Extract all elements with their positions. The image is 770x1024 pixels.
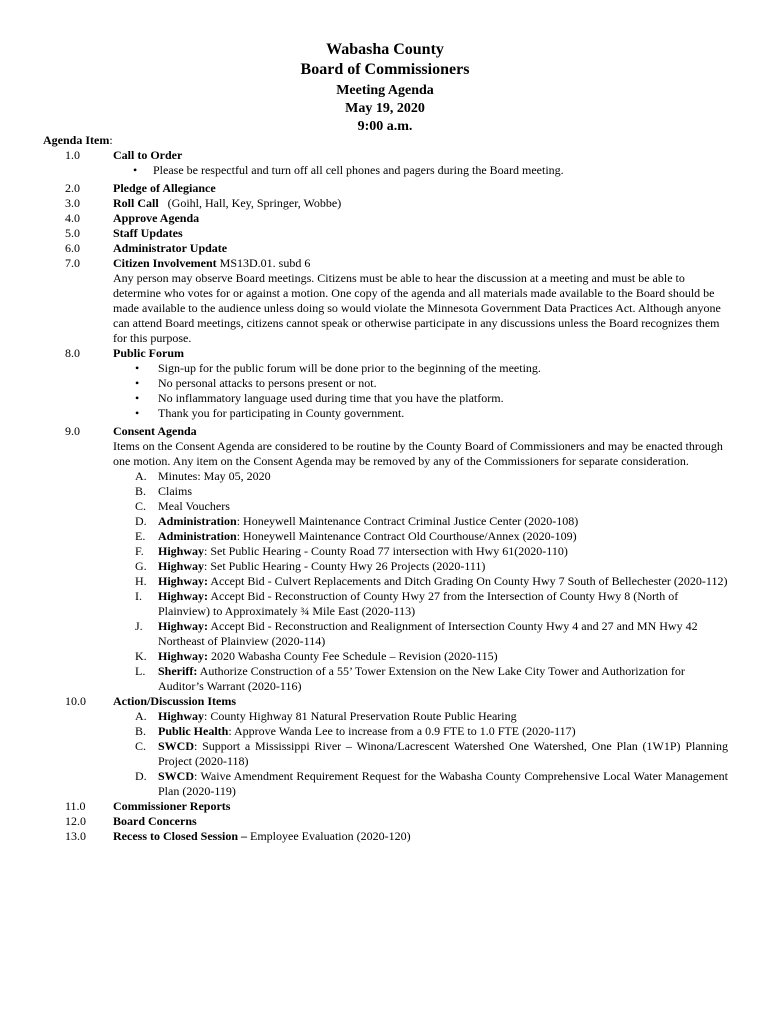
agenda-item-roll-call: 3.0 Roll Call (Goihl, Hall, Key, Springer, Wobbe) (65, 196, 342, 210)
agenda-item-citizen-involvement: 7.0 Citizen Involvement MS13D.01. subd 6 Any person may observe Board meetings. Citizens must be able to hear the discussion at a meeting and must be able to determine who votes for or against a motion. One copy of the agenda and all materials made available to the Board should be made available to the audience unless doing so would violate the Minnesota Government Data Practices Act. Although anyone can attend Board meetings, citizens cannot speak or otherwise participate in any discussions unless the Board recognizes them for this purpose. (43, 256, 728, 346)
consent-item: B. Claims (135, 484, 193, 498)
consent-item: I. Highway: Accept Bid - Reconstruction of County Hwy 27 from the Intersection of County Hwy 8 (North of Plainview) to Approximately ¾ Mile East (2020-113) (135, 589, 679, 618)
agenda-item-closed-session: 13.0 Recess to Closed Session – Employee Evaluation (2020-120) (65, 829, 411, 843)
agenda-item-commissioner-reports: 11.0 Commissioner Reports (65, 799, 231, 813)
agenda-item-heading: Agenda Item: (43, 133, 113, 147)
citizen-involvement-text: Any person may observe Board meetings. Citizens must be able to hear the discussion at a meeting and must be able to determine who votes for or against a motion. One copy of the agenda and all materials made available to the Board should be made available to the audience unless doing so would violate the Minnesota Government Data Practices Act. Although anyone can attend Board meetings, citizens cannot speak or otherwise participate in any discussions unless the Board recognizes them for this purpose. (113, 271, 721, 345)
meeting-time: 9:00 a.m. (357, 119, 413, 134)
call-to-order-bullet: • Please be respectful and turn off all cell phones and pagers during the Board meeting. (113, 163, 728, 178)
agenda-item-board-concerns: 12.0 Board Concerns (65, 814, 197, 828)
consent-item: A. Minutes: May 05, 2020 (135, 469, 271, 483)
agenda-item-approve-agenda: 4.0 Approve Agenda (65, 211, 200, 225)
meeting-title: Meeting Agenda (336, 83, 434, 98)
public-forum-bullet: • No inflammatory language used during time that you have the platform. (113, 391, 728, 406)
action-item: A. Highway: County Highway 81 Natural Preservation Route Public Hearing (135, 709, 517, 723)
agenda-item-staff-updates: 5.0 Staff Updates (65, 226, 183, 240)
county-name: Wabasha County (326, 41, 444, 58)
consent-item: K. Highway: 2020 Wabasha County Fee Schedule – Revision (2020-115) (135, 649, 498, 663)
consent-item: H. Highway: Accept Bid - Culvert Replacements and Ditch Grading On County Hwy 7 South of Bellechester (2020-112) (135, 574, 728, 588)
consent-item: G. Highway: Set Public Hearing - County Hwy 26 Projects (2020-111) (135, 559, 486, 573)
agenda-item-consent-agenda: 9.0 Consent Agenda Items on the Consent Agenda are considered to be routine by the County Board of Commissioners and may be enacted through one motion. Any item on the Consent Agenda may be removed by any of the Commissioners for separate consideration. A. Minutes: May 05, 2020 B. Claims C. Meal Vouchers D. Administration: Honeywell Maintenance Contract Criminal Justice Center (2020-108) E. Administration: Honeywell Maintenance Contract Old Courthouse/Annex (2020-109) F. Highway: Set Public Hearing - County Road 77 intersection with Hwy 61(2020-110) G. Highway: Set Public Hearing - County Hwy 26 Projects (2020-111) H. Highway: Accept Bid - Culvert Replacements and Ditch Grading On County Hwy 7 South of Bellechester (2020-112) I. Highway: Accept Bid - Reconstruction of County Hwy 27 from the Intersection of County Hwy 8 (North of Plainview) to Approximately ¾ Mile East (2020-113) J. Highway: Accept Bid - Reconstruction and Realignment of Intersection County Hwy 4 and 27 and MN Hwy 42 Northeast of Plainview (2020-114) K. Highway: 2020 Wabasha County Fee Schedule – Revision (2020-115) L. Sheriff: Authorize Construction of a 55’ Tower Extension on the New Lake City Tower and Authorization for Auditor’s Warrant (2020-116) (65, 424, 728, 693)
consent-item: D. Administration: Honeywell Maintenance Contract Criminal Justice Center (2020-108) (135, 514, 579, 528)
agenda-item-administrator-update: 6.0 Administrator Update (65, 241, 228, 255)
agenda-item-pledge: 2.0 Pledge of Allegiance (65, 181, 216, 195)
document-header (0, 40, 770, 136)
board-name: Board of Commissioners (300, 61, 470, 78)
consent-item: J. Highway: Accept Bid - Reconstruction and Realignment of Intersection County Hwy 4 and 27 and MN Hwy 42 Northeast of Plainview (2020-114) (135, 619, 698, 648)
action-item: B. Public Health: Approve Wanda Lee to increase from a 0.9 FTE to 1.0 FTE (2020-117) (135, 724, 576, 738)
consent-item: L. Sheriff: Authorize Construction of a 55’ Tower Extension on the New Lake City Tower and Authorization for Auditor’s Warrant (2020-116) (135, 664, 685, 693)
action-item: D. SWCD: Waive Amendment Requirement Request for the Wabasha County Comprehensive Local Water Management Plan (2020-119) (135, 769, 728, 798)
agenda-item-call-to-order: 1.0 Call to Order (65, 148, 183, 162)
consent-item: C. Meal Vouchers (135, 499, 230, 513)
agenda-item-public-forum: 8.0 Public Forum • Sign-up for the public forum will be done prior to the beginning of the meeting. • No personal attacks to persons present or not. • No inflammatory language used during time that you have the platform. • Thank you for participating in County government. (43, 346, 728, 421)
public-forum-bullet: • Sign-up for the public forum will be done prior to the beginning of the meeting. (113, 361, 728, 376)
agenda-body (43, 133, 728, 844)
action-item: C. SWCD: Support a Mississippi River – Winona/Lacrescent Watershed One Watershed, One Plan (1W1P) Planning Project (2020-118) (135, 739, 728, 768)
public-forum-bullet: • Thank you for participating in County government. (113, 406, 728, 421)
consent-agenda-text: Items on the Consent Agenda are considered to be routine by the County Board of Commissioners and may be enacted through one motion. Any item on the Consent Agenda may be removed by any of the Commissioners for separate consideration. (113, 439, 723, 468)
meeting-date: May 19, 2020 (345, 101, 425, 116)
agenda-item-action-discussion: 10.0 Action/Discussion Items A. Highway: County Highway 81 Natural Preservation Route Public Hearing B. Public Health: Approve Wanda Lee to increase from a 0.9 FTE to 1.0 FTE (2020-117) C. SWCD: Support a Mississippi River – Winona/Lacrescent Watershed One Watershed, One Plan (1W1P) Planning Project (2020-118) D. SWCD: Waive Amendment Requirement Request for the Wabasha County Comprehensive Local Water Management Plan (2020-119) (65, 694, 728, 798)
consent-item: F. Highway: Set Public Hearing - County Road 77 intersection with Hwy 61(2020-110) (135, 544, 568, 558)
public-forum-bullet: • No personal attacks to persons present or not. (113, 376, 728, 391)
consent-item: E. Administration: Honeywell Maintenance Contract Old Courthouse/Annex (2020-109) (135, 529, 577, 543)
